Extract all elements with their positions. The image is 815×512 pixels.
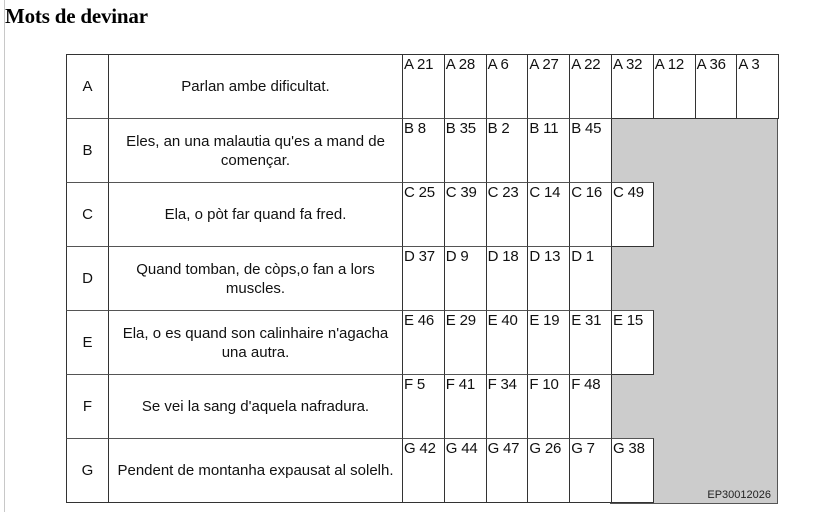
- letter-box[interactable]: A 21: [402, 54, 445, 119]
- row-clue: Pendent de montanha expausat al solelh.: [108, 438, 403, 503]
- letter-box[interactable]: B 8: [402, 118, 445, 183]
- letter-box[interactable]: C 23: [486, 182, 529, 247]
- letter-box[interactable]: D 9: [444, 246, 487, 311]
- letter-box[interactable]: D 37: [402, 246, 445, 311]
- row-letter: A: [66, 54, 109, 119]
- letter-box[interactable]: G 26: [527, 438, 570, 503]
- row-clue: Ela, o pòt far quand fa fred.: [108, 182, 403, 247]
- letter-box[interactable]: B 35: [444, 118, 487, 183]
- letter-box[interactable]: C 25: [402, 182, 445, 247]
- letter-box[interactable]: E 19: [527, 310, 570, 375]
- left-margin-rule: [4, 0, 5, 512]
- letter-box[interactable]: A 36: [695, 54, 738, 119]
- row-letter: C: [66, 182, 109, 247]
- word-puzzle-grid: [66, 54, 778, 504]
- letter-box[interactable]: E 40: [486, 310, 529, 375]
- row-letter: B: [66, 118, 109, 183]
- letter-box[interactable]: C 14: [527, 182, 570, 247]
- letter-box[interactable]: A 22: [569, 54, 612, 119]
- row-clue: Parlan ambe dificultat.: [108, 54, 403, 119]
- letter-box[interactable]: A 32: [611, 54, 654, 119]
- letter-box[interactable]: C 39: [444, 182, 487, 247]
- letter-box[interactable]: C 16: [569, 182, 612, 247]
- letter-box[interactable]: A 27: [527, 54, 570, 119]
- letter-box[interactable]: F 5: [402, 374, 445, 439]
- letter-box[interactable]: E 46: [402, 310, 445, 375]
- row-clue: Eles, an una malautia qu'es a mand de començar.: [108, 118, 403, 183]
- letter-box[interactable]: E 31: [569, 310, 612, 375]
- letter-box[interactable]: B 11: [527, 118, 570, 183]
- row-letter: G: [66, 438, 109, 503]
- letter-box[interactable]: F 34: [486, 374, 529, 439]
- letter-box[interactable]: F 48: [569, 374, 612, 439]
- letter-box[interactable]: A 3: [736, 54, 779, 119]
- letter-box[interactable]: D 13: [527, 246, 570, 311]
- row-clue: Quand tomban, de còps,o fan a lors muscles.: [108, 246, 403, 311]
- letter-box[interactable]: F 10: [527, 374, 570, 439]
- letter-box[interactable]: D 18: [486, 246, 529, 311]
- letter-box[interactable]: F 41: [444, 374, 487, 439]
- letter-box[interactable]: E 29: [444, 310, 487, 375]
- letter-box[interactable]: C 49: [611, 182, 654, 247]
- row-letter: E: [66, 310, 109, 375]
- row-letter: F: [66, 374, 109, 439]
- letter-box[interactable]: G 38: [611, 438, 654, 503]
- puzzle-code: EP30012026: [707, 489, 771, 501]
- page-title: Mots de devinar: [5, 4, 148, 28]
- letter-box[interactable]: A 28: [444, 54, 487, 119]
- letter-box[interactable]: G 7: [569, 438, 612, 503]
- letter-box[interactable]: D 1: [569, 246, 612, 311]
- letter-box[interactable]: G 44: [444, 438, 487, 503]
- letter-box[interactable]: A 6: [486, 54, 529, 119]
- letter-box[interactable]: B 45: [569, 118, 612, 183]
- row-letter: D: [66, 246, 109, 311]
- row-clue: Ela, o es quand son calinhaire n'agacha una autra.: [108, 310, 403, 375]
- letter-box[interactable]: A 12: [653, 54, 696, 119]
- row-clue: Se vei la sang d'aquela nafradura.: [108, 374, 403, 439]
- letter-box[interactable]: G 47: [486, 438, 529, 503]
- letter-box[interactable]: B 2: [486, 118, 529, 183]
- letter-box[interactable]: G 42: [402, 438, 445, 503]
- letter-box[interactable]: E 15: [611, 310, 654, 375]
